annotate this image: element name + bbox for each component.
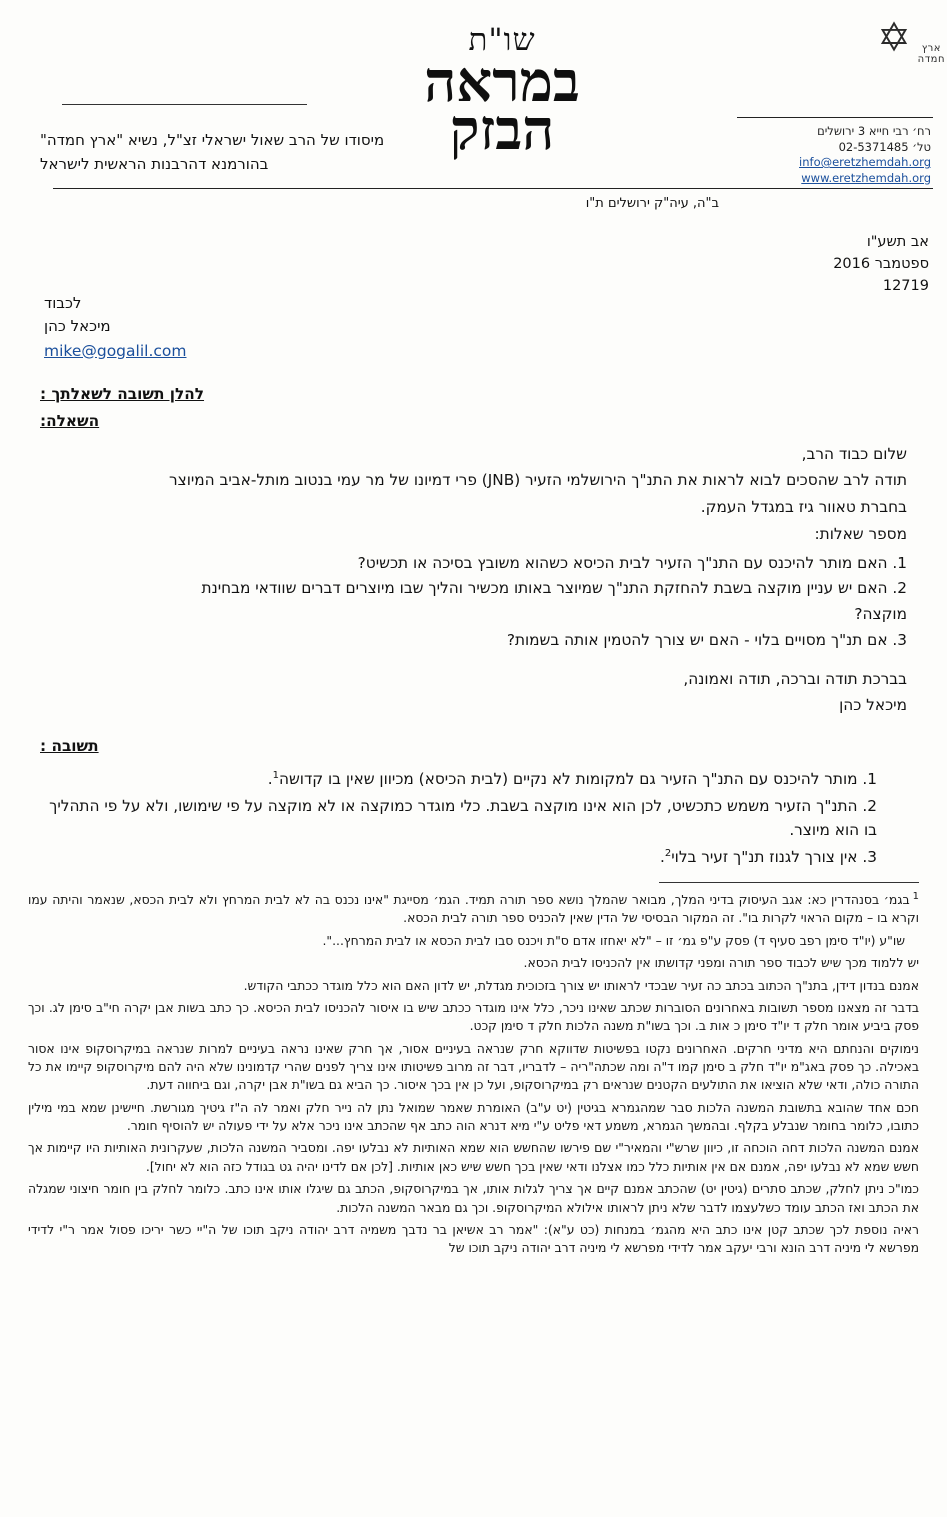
- hebrew-date: אב תשע"ו: [866, 234, 929, 250]
- answer-item: 1. מותר להיכנס עם התנ"ך הזעיר גם למקומות לא נקיים (לבית הכיסא) מכיוון שאין בו קדושה$^1$.: [267, 769, 877, 788]
- date-block: [833, 232, 929, 297]
- masthead-rule-left: [197, 104, 307, 105]
- addressee-name: מיכאל כהן: [44, 317, 111, 336]
- contact-phone: טל׳ 02-5371485: [838, 139, 931, 154]
- answer-number: 1.: [857, 769, 877, 788]
- addressee-honorific: לכבוד: [44, 294, 82, 312]
- question-intro-line-2: בחברת טאוור גיז במגדל העמק.: [700, 498, 907, 517]
- question-heading: השאלה:: [40, 411, 100, 430]
- signoff-line-1: בברכת תודה וברכה, תודה ואמונה,: [683, 669, 907, 688]
- footnote-paragraph: חכם אחד שהובא בתשובת המשנה הלכות סבר שמהגמרא בגיטין (יט ע"ב) האומרת שאמר שמואל נתן לה נייר חלק ואמר לה ה"ז גיטיך מגורשת. חיישינן שמא במי מילין כתובו, כלומר בחומר שנבלע בקלף. ובהמשך הגמרא, משמע דאי פליט ע"י מיא דנרא הוה כתב אף שהכתב אינו ניכר אלא על ידי פעולה יש להוסיף חומר.: [28, 1099, 919, 1134]
- masthead-line-3: הבזק: [449, 96, 555, 163]
- footnote-paragraph: אמנם המשנה הלכות דחה הוכחה זו, כיוון שרש"י והמאיר"י שם פירשו שהחשש הוא שמא האותיות לא נבלעו יפה. ומסביר המשנה הלכות, שעקרונית האותיות היו קיימות אך חשש שמא לא נבלעו יפה, אמנם אם אין אותיות כלל כמו אצלנו ודאי שאין בכך חשש שיש כאן אותיות. [לכן אם לדינו יהיה גט בגודל כזה הוא לא יחול].: [28, 1140, 919, 1174]
- menorah-icon: ✡: [877, 15, 911, 61]
- answer-number: 3.: [857, 848, 877, 867]
- addressee-email-link[interactable]: mike@gogalil.com: [44, 341, 187, 360]
- answer-text: התנ"ך הזעיר משמש כתכשיט, לכן הוא אינו מוקצה בשבת. כלי מוגדר כמוקצה או לא מוקצה על פי שימושו, ולא על פי התהליך בו הוא מיוצר.: [49, 796, 877, 840]
- subtitle-line-1: מיסודו של הרב שאול ישראלי זצ"ל, נשיא "ארץ חמדה": [40, 131, 385, 149]
- contact-divider-top: [737, 117, 933, 118]
- letterhead-divider: [53, 188, 933, 189]
- answer-text: מותר להיכנס עם התנ"ך הזעיר גם למקומות לא נקיים (לבית הכיסא) מכיוון שאין בו קדושה: [278, 769, 858, 788]
- question-item: 1. האם מותר להיכנס עם התנ"ך הזעיר לבית הכיסא כשהוא משובץ בסיכה או תכשיט?: [357, 553, 907, 572]
- place-line: ב"ה, עיה"ק ירושלים ת"ו: [585, 196, 719, 211]
- answer-item: 3. אין צורך לגנוז תנ"ך זעיר בלוי$^2$.: [659, 848, 877, 867]
- letterhead: [0, 0, 947, 225]
- question-item: מוקצה?: [854, 605, 907, 624]
- letter-body: [40, 382, 907, 872]
- footnote-paragraph: ראיה נוספת לכך שכתב קטן אינו כתב היא מהגמ׳ במנחות (כט ע"א): "אמר רב אשיאן בר נדבך משמיה דרב יהודה ניקב תוכו של ה"יי כשר יריכו פסול אמר ר"י לדידי מפרשא לי מיניה דרב הונא ורבי יעקב אמר לדידי מפרשא לי מיניה דרב יהודה ניקב תוכו של: [28, 1221, 919, 1256]
- footnote-ref[interactable]: 1: [272, 769, 279, 781]
- organization-logo: [859, 15, 929, 114]
- footnote-divider: [659, 882, 919, 883]
- gregorian-date: ספטמבר 2016: [833, 255, 929, 272]
- masthead-subtitle: [40, 128, 384, 176]
- footnote-marker: 1: [912, 891, 919, 902]
- reference-number: 12719: [882, 277, 929, 294]
- footnotes-section: [28, 890, 919, 1262]
- answer-text: אין צורך לגנוז תנ"ך זעיר בלוי: [671, 848, 858, 867]
- subtitle-line-2: בהורמנא דהרבנות הראשית לישראל: [40, 155, 269, 173]
- footnote-paragraph: בדבר זה מצאנו מספר תשובות באחרונים הסוברות שכתב שאינו ניכר, כלל אינו מוגדר ככתב שיש בו איסור להכניסו לבית הכיסא. כך כתב בשות אבן יקרה חי"ב סימן לג. וכך פסק ביביע אומר חלק ד יו"ד סימן כ אות ב. וכך בשו"ת משנה הלכות חלק ד סימן קכט.: [28, 999, 919, 1034]
- logo-caption: ארץ חמדה: [917, 43, 945, 65]
- answer-lead: להלן תשובה לשאלתך :: [40, 385, 205, 403]
- question-item: 3. אם תנ"ך מסויים בלוי - האם יש צורך להטמין אותה בשמות?: [506, 630, 907, 649]
- footnote-paragraph: כמו"כ ניתן לחלק, שכתב סתרים (גיטין יט) שהכתב אמנם קיים אך צריך לגלות אותו, אך במיקרוסקופ, הכתב גם שיגלו אותו אינו כתב. כלומר לחלק בין חומר חיצוני שמגלה את הכתב ואז הכתב עומד כשלעצמו לדבר שלא ניתן לראותו אילולא המיקרוסקופ. וכך גם מבאר המשנה הלכות.: [28, 1181, 919, 1215]
- question-greeting: שלום כבוד הרב,: [801, 444, 907, 463]
- footnote-paragraph: שו"ע (יו"ד סימן רפב סעיף ד) פסק ע"פ גמ׳ זו – "לא יאחזו אדם ס"ת ויכנס סבו לבית הכסא או לבית המרחץ...".: [322, 932, 905, 948]
- contact-block: [741, 124, 931, 186]
- footnote-paragraph: [28, 890, 919, 928]
- question-list: [40, 551, 907, 653]
- answer-heading: תשובה :: [40, 737, 99, 756]
- addressee-block: [44, 292, 186, 363]
- masthead-rule-right: [62, 104, 212, 105]
- questions-label: מספר שאלות:: [814, 524, 907, 543]
- spacer: [40, 654, 907, 667]
- footnote-ref[interactable]: 2: [664, 848, 672, 860]
- footnote-paragraph: נימוקים והנחתם היא מדיני חרקים. האחרונים נקטו בפשיטות שדווקא חרק שנראה בעיניים אסור, אך חרק שאינו נראה בעיניים למרות שנראה במיקרוסקופ אינו אסור באכילה. כך פסק באג"מ יו"ד חלק ב סימן קמו ד"ה ומה שכתה"ריה – לדבריו, דבר זה מרוב פשיטותו אינו צריך לפנים שהרי קדמונינו שלא היה להם מיקרוסקופ קיימו את כל התורה כולה, ודאי שלא הוציאו את התולעים הקטנים שנראים רק במיקרוסקופ, ועל כן אין בכך איסור. כך הביא גם בשו"ת אבן יקרה, וגם ביחווה דעת.: [28, 1040, 919, 1093]
- answer-list: [40, 767, 881, 870]
- answer-number: 2.: [857, 796, 877, 815]
- answer-item: [40, 794, 881, 844]
- question-intro-line-1: תודה לרב שהסכים לבוא לראות את התנ"ך הירושלמי הזעיר (JNB) פרי דמיונו של מר עמי בנטוב מותל-אביב המיוצר: [168, 471, 907, 490]
- contact-email-link[interactable]: info@eretzhemdah.org: [799, 155, 931, 170]
- footnote-paragraph: יש ללמוד מכך שיש לכבוד ספר תורה ומפני קדושתו אין להכניסו לבית הכסא.: [523, 955, 919, 971]
- signoff-line-2: מיכאל כהן: [839, 696, 907, 715]
- question-item: 2. האם יש עניין מוקצה בשבת להחזקת התנ"ך שמיוצר באותו מכשיר והליך שבו מיוצרים דברים שוודאי מבחינת: [201, 579, 907, 598]
- footnote-text: בגמ׳ בסנהדרין כא: אגב העיסוק בדיני המלך, מבואר שהמלך נושא ספר תורה תמיד. הגמ׳ מסייגת "אינו נכנס בה לא לבית המרחץ ולא לבית הכסא, שנאמר והיתה עמו וקרא בו – מקום הראוי לקרות בו". זה המקור הבסיסי של הדין שאין להכניס ספר תורה לבית הכסא.: [28, 892, 919, 926]
- masthead-line-1: שו"ת: [468, 22, 536, 58]
- contact-address: רח׳ רבי חייא 3 ירושלים: [817, 124, 931, 138]
- contact-website-link[interactable]: www.eretzhemdah.org: [801, 170, 931, 185]
- footnote-paragraph: אמנם בנדון דידן, בתנ"ך הכתוב בכתב כה זעיר שבכדי לראותו יש צורך בזכוכית מגדלת, יש לדון האם הוא כלל מוגדר ככתבי הקודש.: [243, 977, 919, 993]
- masthead-line-2: במראה: [424, 49, 580, 116]
